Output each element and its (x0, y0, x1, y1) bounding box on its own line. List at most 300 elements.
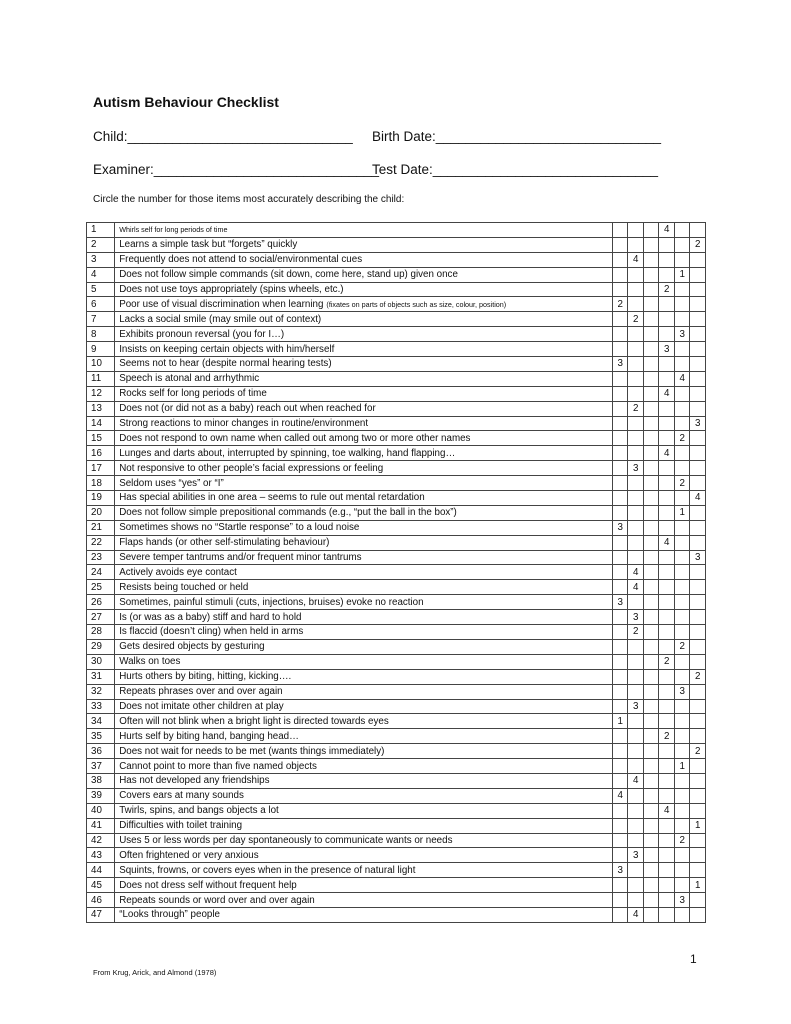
score-cell[interactable] (690, 371, 706, 386)
birth-date-field[interactable]: Birth Date:______________________________ (372, 129, 662, 144)
score-cell[interactable] (659, 491, 675, 506)
score-cell[interactable] (674, 729, 690, 744)
score-cell[interactable] (628, 327, 644, 342)
score-cell[interactable] (643, 580, 659, 595)
score-cell[interactable] (612, 431, 628, 446)
score-cell[interactable] (643, 639, 659, 654)
score-cell[interactable] (612, 699, 628, 714)
score-cell[interactable] (643, 535, 659, 550)
score-cell[interactable] (659, 505, 675, 520)
score-cell[interactable] (659, 773, 675, 788)
score-cell[interactable] (659, 759, 675, 774)
score-cell[interactable] (659, 639, 675, 654)
score-cell[interactable] (674, 535, 690, 550)
score-cell[interactable] (643, 327, 659, 342)
score-cell[interactable] (674, 282, 690, 297)
score-cell[interactable] (674, 625, 690, 640)
score-cell[interactable] (612, 505, 628, 520)
score-cell[interactable] (643, 357, 659, 372)
score-cell[interactable] (674, 863, 690, 878)
score-cell[interactable] (659, 714, 675, 729)
score-cell[interactable] (612, 550, 628, 565)
score-cell[interactable] (659, 267, 675, 282)
score-cell[interactable] (659, 565, 675, 580)
score-cell[interactable] (659, 476, 675, 491)
score-cell[interactable] (628, 684, 644, 699)
score-cell[interactable] (674, 491, 690, 506)
score-cell[interactable]: 1 (674, 759, 690, 774)
score-cell[interactable] (674, 446, 690, 461)
score-cell[interactable]: 3 (628, 699, 644, 714)
score-cell[interactable] (643, 669, 659, 684)
score-cell[interactable] (643, 714, 659, 729)
score-cell[interactable] (628, 893, 644, 908)
score-cell[interactable] (628, 729, 644, 744)
score-cell[interactable] (643, 416, 659, 431)
score-cell[interactable] (690, 714, 706, 729)
score-cell[interactable] (690, 535, 706, 550)
score-cell[interactable] (674, 878, 690, 893)
score-cell[interactable] (690, 431, 706, 446)
score-cell[interactable]: 2 (674, 639, 690, 654)
score-cell[interactable] (643, 252, 659, 267)
score-cell[interactable] (628, 371, 644, 386)
score-cell[interactable] (628, 744, 644, 759)
score-cell[interactable]: 1 (690, 818, 706, 833)
score-cell[interactable] (659, 878, 675, 893)
score-cell[interactable] (690, 267, 706, 282)
score-cell[interactable] (674, 744, 690, 759)
score-cell[interactable] (628, 714, 644, 729)
score-cell[interactable] (643, 684, 659, 699)
score-cell[interactable] (612, 639, 628, 654)
score-cell[interactable] (690, 788, 706, 803)
score-cell[interactable] (612, 416, 628, 431)
score-cell[interactable] (628, 550, 644, 565)
score-cell[interactable] (643, 729, 659, 744)
item-description (115, 297, 613, 312)
score-cell[interactable] (628, 595, 644, 610)
score-cell[interactable] (628, 878, 644, 893)
score-cell[interactable] (612, 893, 628, 908)
score-cell[interactable] (659, 818, 675, 833)
score-cell[interactable] (612, 803, 628, 818)
score-cell[interactable] (659, 625, 675, 640)
score-cell[interactable] (628, 282, 644, 297)
score-cell[interactable] (643, 342, 659, 357)
score-cell[interactable]: 4 (659, 446, 675, 461)
score-cell[interactable] (643, 907, 659, 922)
score-cell[interactable] (674, 907, 690, 922)
score-cell[interactable]: 3 (612, 863, 628, 878)
score-cell[interactable] (612, 282, 628, 297)
score-cell[interactable] (690, 699, 706, 714)
score-cell[interactable] (659, 550, 675, 565)
score-cell[interactable] (659, 788, 675, 803)
score-cell[interactable] (612, 848, 628, 863)
score-cell[interactable] (690, 461, 706, 476)
score-cell[interactable]: 4 (628, 565, 644, 580)
score-cell[interactable] (659, 327, 675, 342)
item-number: 32 (87, 684, 115, 699)
score-cell[interactable] (674, 699, 690, 714)
score-cell[interactable]: 4 (690, 491, 706, 506)
score-cell[interactable] (690, 848, 706, 863)
score-cell[interactable] (628, 669, 644, 684)
score-cell[interactable] (612, 386, 628, 401)
item-text: Twirls, spins, and bangs objects a lot (119, 805, 279, 817)
score-cell[interactable] (612, 267, 628, 282)
score-cell[interactable] (674, 342, 690, 357)
score-cell[interactable]: 1 (612, 714, 628, 729)
score-cell[interactable]: 3 (612, 595, 628, 610)
score-cell[interactable] (659, 237, 675, 252)
score-cell[interactable] (690, 639, 706, 654)
score-cell[interactable] (690, 759, 706, 774)
score-cell[interactable]: 2 (612, 297, 628, 312)
score-cell[interactable] (628, 297, 644, 312)
score-cell[interactable] (690, 401, 706, 416)
score-cell[interactable] (659, 833, 675, 848)
score-cell[interactable] (628, 446, 644, 461)
score-cell[interactable] (690, 282, 706, 297)
score-cell[interactable] (612, 818, 628, 833)
score-cell[interactable] (612, 907, 628, 922)
score-cell[interactable] (643, 788, 659, 803)
score-cell[interactable] (674, 550, 690, 565)
score-cell[interactable] (659, 520, 675, 535)
score-cell[interactable] (643, 267, 659, 282)
score-cell[interactable] (674, 386, 690, 401)
score-cell[interactable] (612, 342, 628, 357)
score-cell[interactable] (674, 848, 690, 863)
score-cell[interactable] (674, 252, 690, 267)
score-cell[interactable]: 3 (628, 610, 644, 625)
score-cell[interactable] (690, 312, 706, 327)
score-cell[interactable] (690, 446, 706, 461)
score-cell[interactable]: 4 (628, 252, 644, 267)
score-cell[interactable]: 2 (674, 431, 690, 446)
score-cell[interactable] (690, 505, 706, 520)
score-cell[interactable] (674, 461, 690, 476)
score-cell[interactable] (690, 297, 706, 312)
score-cell[interactable] (628, 863, 644, 878)
item-text: Cannot point to more than five named objects (119, 760, 317, 772)
score-cell[interactable] (690, 580, 706, 595)
score-cell[interactable] (612, 744, 628, 759)
score-cell[interactable] (643, 699, 659, 714)
score-cell[interactable] (674, 565, 690, 580)
score-cell[interactable] (628, 759, 644, 774)
score-cell[interactable]: 2 (659, 654, 675, 669)
score-cell[interactable]: 2 (659, 282, 675, 297)
score-cell[interactable]: 2 (674, 833, 690, 848)
table-row (87, 625, 706, 640)
score-cell[interactable] (659, 461, 675, 476)
score-cell[interactable] (690, 610, 706, 625)
score-cell[interactable] (628, 833, 644, 848)
score-cell[interactable] (659, 401, 675, 416)
score-cell[interactable] (643, 297, 659, 312)
score-cell[interactable] (690, 252, 706, 267)
score-cell[interactable] (628, 342, 644, 357)
score-cell[interactable] (628, 654, 644, 669)
score-cell[interactable]: 4 (659, 535, 675, 550)
score-cell[interactable]: 3 (674, 327, 690, 342)
score-cell[interactable] (674, 595, 690, 610)
item-description (115, 580, 613, 595)
score-cell[interactable] (659, 357, 675, 372)
score-cell[interactable] (659, 371, 675, 386)
score-cell[interactable]: 3 (674, 893, 690, 908)
score-cell[interactable]: 2 (690, 669, 706, 684)
score-cell[interactable] (628, 491, 644, 506)
score-cell[interactable] (674, 357, 690, 372)
score-cell[interactable] (628, 223, 644, 238)
score-cell[interactable] (674, 297, 690, 312)
examiner-field[interactable]: Examiner:______________________________ (93, 162, 380, 177)
score-cell[interactable] (690, 625, 706, 640)
score-cell[interactable] (612, 610, 628, 625)
score-cell[interactable] (643, 237, 659, 252)
score-cell[interactable] (612, 312, 628, 327)
score-cell[interactable] (628, 357, 644, 372)
score-cell[interactable]: 4 (659, 223, 675, 238)
score-cell[interactable] (628, 505, 644, 520)
score-cell[interactable]: 2 (659, 729, 675, 744)
score-cell[interactable] (674, 580, 690, 595)
score-cell[interactable] (643, 505, 659, 520)
score-cell[interactable] (659, 744, 675, 759)
score-cell[interactable] (628, 520, 644, 535)
score-cell[interactable] (643, 312, 659, 327)
score-cell[interactable] (643, 625, 659, 640)
score-cell[interactable] (643, 401, 659, 416)
score-cell[interactable]: 4 (628, 580, 644, 595)
score-cell[interactable] (674, 818, 690, 833)
score-cell[interactable] (659, 416, 675, 431)
score-cell[interactable] (612, 565, 628, 580)
score-cell[interactable] (643, 223, 659, 238)
score-cell[interactable] (690, 729, 706, 744)
score-cell[interactable] (674, 520, 690, 535)
score-cell[interactable] (628, 535, 644, 550)
score-cell[interactable]: 2 (628, 401, 644, 416)
score-cell[interactable] (612, 223, 628, 238)
item-text: Gets desired objects by gesturing (119, 641, 265, 653)
score-cell[interactable] (643, 371, 659, 386)
item-number: 12 (87, 386, 115, 401)
score-cell[interactable]: 3 (628, 848, 644, 863)
score-cell[interactable] (612, 654, 628, 669)
score-cell[interactable]: 2 (628, 312, 644, 327)
score-cell[interactable] (690, 223, 706, 238)
score-cell[interactable] (674, 312, 690, 327)
item-number: 41 (87, 818, 115, 833)
score-cell[interactable] (643, 565, 659, 580)
score-cell[interactable]: 1 (674, 267, 690, 282)
score-cell[interactable] (659, 893, 675, 908)
score-cell[interactable] (690, 654, 706, 669)
score-cell[interactable] (659, 669, 675, 684)
score-cell[interactable]: 3 (674, 684, 690, 699)
score-cell[interactable] (690, 833, 706, 848)
score-cell[interactable] (674, 401, 690, 416)
score-cell[interactable] (690, 327, 706, 342)
score-cell[interactable] (612, 237, 628, 252)
score-cell[interactable] (690, 357, 706, 372)
score-cell[interactable] (628, 386, 644, 401)
score-cell[interactable] (643, 491, 659, 506)
score-cell[interactable] (690, 863, 706, 878)
score-cell[interactable] (612, 669, 628, 684)
item-description (115, 699, 613, 714)
score-cell[interactable] (643, 773, 659, 788)
score-cell[interactable]: 3 (612, 357, 628, 372)
score-cell[interactable] (628, 476, 644, 491)
score-cell[interactable] (690, 342, 706, 357)
score-cell[interactable] (628, 788, 644, 803)
score-cell[interactable] (690, 595, 706, 610)
score-cell[interactable] (674, 788, 690, 803)
score-cell[interactable] (643, 863, 659, 878)
score-cell[interactable] (612, 759, 628, 774)
score-cell[interactable]: 2 (628, 625, 644, 640)
score-cell[interactable] (643, 550, 659, 565)
score-cell[interactable] (643, 520, 659, 535)
score-cell[interactable] (612, 684, 628, 699)
score-cell[interactable] (612, 491, 628, 506)
score-cell[interactable] (628, 818, 644, 833)
score-cell[interactable] (643, 431, 659, 446)
score-cell[interactable]: 4 (612, 788, 628, 803)
score-cell[interactable] (690, 684, 706, 699)
score-cell[interactable] (659, 848, 675, 863)
score-cell[interactable] (659, 431, 675, 446)
score-cell[interactable] (674, 714, 690, 729)
score-cell[interactable] (612, 252, 628, 267)
score-cell[interactable] (690, 386, 706, 401)
child-field[interactable]: Child:______________________________ (93, 129, 353, 144)
score-cell[interactable]: 2 (690, 744, 706, 759)
score-cell[interactable]: 2 (674, 476, 690, 491)
score-cell[interactable] (659, 595, 675, 610)
score-cell[interactable] (643, 386, 659, 401)
item-text: Insists on keeping certain objects with him/herself (119, 343, 335, 355)
score-cell[interactable] (643, 744, 659, 759)
score-cell[interactable] (690, 476, 706, 491)
score-cell[interactable]: 3 (612, 520, 628, 535)
score-cell[interactable] (643, 610, 659, 625)
score-cell[interactable]: 4 (659, 803, 675, 818)
score-cell[interactable] (659, 863, 675, 878)
score-cell[interactable] (612, 327, 628, 342)
item-number: 9 (87, 342, 115, 357)
score-cell[interactable] (643, 893, 659, 908)
score-cell[interactable]: 3 (690, 550, 706, 565)
score-cell[interactable] (659, 580, 675, 595)
score-cell[interactable] (674, 416, 690, 431)
score-cell[interactable] (612, 773, 628, 788)
score-cell[interactable] (690, 773, 706, 788)
score-cell[interactable] (643, 446, 659, 461)
score-cell[interactable] (628, 639, 644, 654)
score-cell[interactable] (659, 312, 675, 327)
score-cell[interactable] (612, 535, 628, 550)
test-date-field[interactable]: Test Date:______________________________ (372, 162, 659, 177)
score-cell[interactable] (628, 237, 644, 252)
score-cell[interactable] (659, 610, 675, 625)
score-cell[interactable] (612, 833, 628, 848)
score-cell[interactable]: 3 (690, 416, 706, 431)
score-cell[interactable] (643, 595, 659, 610)
score-cell[interactable] (690, 893, 706, 908)
score-cell[interactable] (674, 773, 690, 788)
score-cell[interactable]: 3 (659, 342, 675, 357)
item-description (115, 386, 613, 401)
score-cell[interactable] (612, 461, 628, 476)
score-cell[interactable]: 2 (690, 237, 706, 252)
score-cell[interactable] (659, 297, 675, 312)
score-cell[interactable] (690, 907, 706, 922)
score-cell[interactable] (612, 476, 628, 491)
score-cell[interactable] (643, 818, 659, 833)
score-cell[interactable] (612, 401, 628, 416)
score-cell[interactable]: 4 (628, 907, 644, 922)
score-cell[interactable] (643, 654, 659, 669)
score-cell[interactable] (643, 476, 659, 491)
score-cell[interactable]: 3 (628, 461, 644, 476)
score-cell[interactable] (612, 446, 628, 461)
score-cell[interactable] (628, 803, 644, 818)
score-cell[interactable] (690, 565, 706, 580)
score-cell[interactable] (674, 669, 690, 684)
score-cell[interactable] (628, 416, 644, 431)
score-cell[interactable] (659, 699, 675, 714)
score-cell[interactable] (659, 907, 675, 922)
score-cell[interactable] (628, 431, 644, 446)
score-cell[interactable]: 4 (674, 371, 690, 386)
score-cell[interactable]: 1 (690, 878, 706, 893)
score-cell[interactable] (690, 520, 706, 535)
score-cell[interactable] (643, 878, 659, 893)
score-cell[interactable]: 1 (674, 505, 690, 520)
score-cell[interactable] (612, 580, 628, 595)
score-cell[interactable] (612, 729, 628, 744)
score-cell[interactable] (674, 610, 690, 625)
score-cell[interactable] (612, 371, 628, 386)
score-cell[interactable] (643, 833, 659, 848)
score-cell[interactable]: 4 (628, 773, 644, 788)
score-cell[interactable] (659, 252, 675, 267)
score-cell[interactable]: 4 (659, 386, 675, 401)
score-cell[interactable] (643, 848, 659, 863)
score-cell[interactable] (674, 237, 690, 252)
score-cell[interactable] (674, 803, 690, 818)
table-row (87, 610, 706, 625)
score-cell[interactable] (690, 803, 706, 818)
score-cell[interactable] (612, 878, 628, 893)
score-cell[interactable] (674, 654, 690, 669)
score-cell[interactable] (659, 684, 675, 699)
score-cell[interactable] (643, 759, 659, 774)
score-cell[interactable] (628, 267, 644, 282)
score-cell[interactable] (643, 803, 659, 818)
score-cell[interactable] (612, 625, 628, 640)
score-cell[interactable] (643, 282, 659, 297)
score-cell[interactable] (674, 223, 690, 238)
score-cell[interactable] (643, 461, 659, 476)
